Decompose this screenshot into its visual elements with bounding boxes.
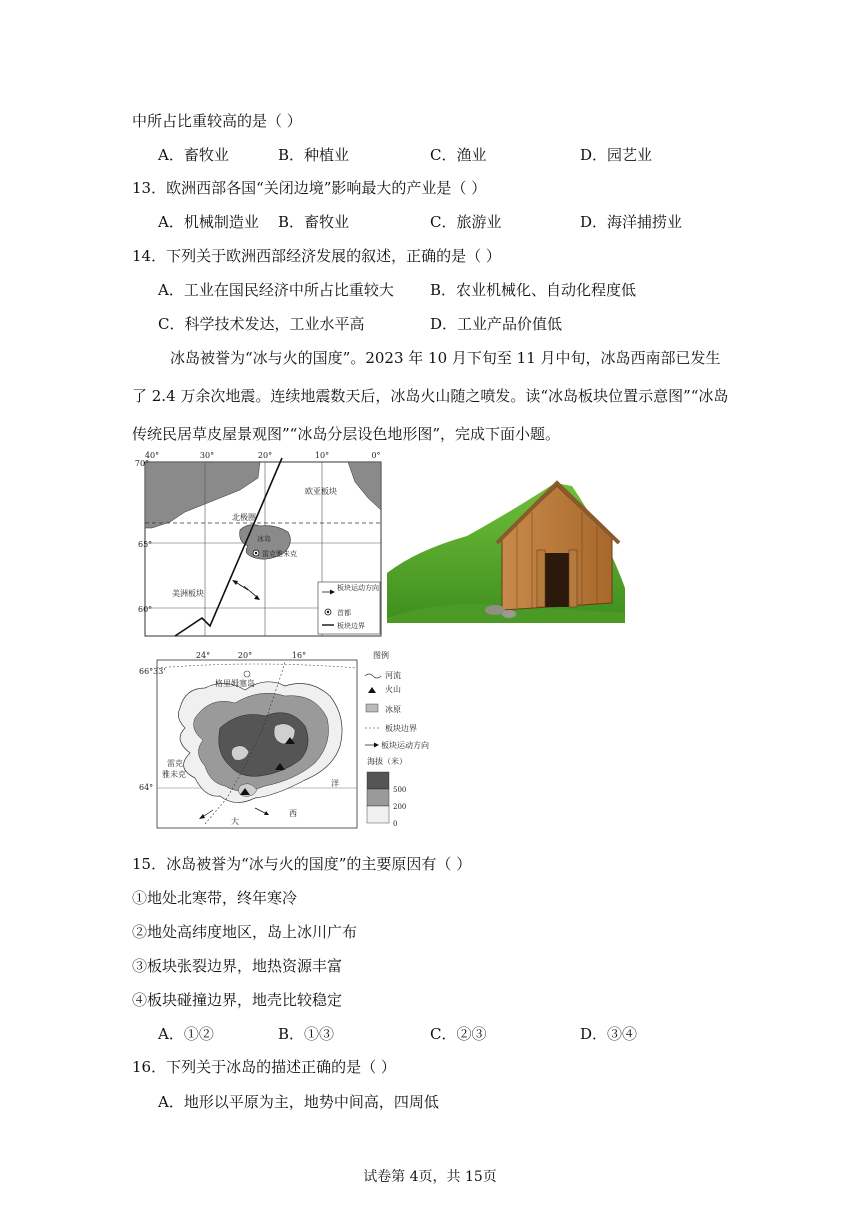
q13-option-d: D．海洋捕捞业 <box>580 213 683 231</box>
q15-option-a: A．①② <box>158 1025 214 1043</box>
reykjavik-label-1: 雷克 <box>167 759 183 768</box>
q15-option-d: D．③④ <box>580 1025 638 1043</box>
legend-icefield-label: 冰原 <box>385 705 401 714</box>
iceland-elevation-map <box>135 648 445 831</box>
question-13: 13．欧洲西部各国“关闭边境”影响最大的产业是（ ） <box>132 179 487 197</box>
q16-option-a: A．地形以平原为主，地势中间高，四周低 <box>158 1093 439 1111</box>
question-15: 15．冰岛被誉为“冰与火的国度”的主要原因有（ ） <box>132 855 472 873</box>
grimsey-label: 格里姆塞岛 <box>215 679 255 688</box>
q14-option-c: C．科学技术发达，工业水平高 <box>158 315 365 333</box>
q15-option-b: B．①③ <box>278 1025 335 1043</box>
legend-elevation-title: 海拔（米） <box>367 757 407 766</box>
q13-option-c: C．旅游业 <box>430 213 502 231</box>
question-12-tail: 中所占比重较高的是（ ） <box>132 112 302 130</box>
question-14: 14．下列关于欧洲西部经济发展的叙述，正确的是（ ） <box>132 247 501 265</box>
q12-option-a: A．畜牧业 <box>158 146 229 164</box>
statement-2: ②地处高纬度地区，岛上冰川广布 <box>132 923 358 941</box>
reykjavik-label: 雷克雅未克 <box>262 550 297 558</box>
lon-label-20-b: 20° <box>237 651 253 660</box>
arctic-circle-label: 北极圈 <box>232 513 256 522</box>
q12-option-d: D．园艺业 <box>580 146 653 164</box>
elev-500: 500 <box>393 786 407 794</box>
elev-200: 200 <box>393 803 407 811</box>
lat-label-60: 60° <box>138 605 153 614</box>
statement-3: ③板块张裂边界，地热资源丰富 <box>132 957 343 975</box>
legend-boundary-label: 板块边界 <box>337 622 365 630</box>
atlantic-label-2: 西 <box>289 809 297 818</box>
atlantic-label-3: 洋 <box>331 779 339 788</box>
lat-label-65: 65° <box>138 540 153 549</box>
iceland-label: 冰岛 <box>257 535 271 543</box>
lat-label-70: 70° <box>134 459 150 468</box>
legend-capital-label: 首都 <box>337 609 351 617</box>
legend-river-label: 河流 <box>385 671 401 680</box>
q13-option-b: B．畜牧业 <box>278 213 350 231</box>
q12-option-b: B．种植业 <box>278 146 350 164</box>
lon-label-16: 16° <box>291 651 307 660</box>
q12-option-c: C．渔业 <box>430 146 487 164</box>
eurasian-plate-label: 欧亚板块 <box>305 487 337 496</box>
statement-4: ④板块碰撞边界，地壳比较稳定 <box>132 991 343 1009</box>
question-16: 16．下列关于冰岛的描述正确的是（ ） <box>132 1058 396 1076</box>
elev-0: 0 <box>393 820 398 828</box>
q14-option-a: A．工业在国民经济中所占比重较大 <box>158 281 394 299</box>
intro-paragraph: 冰岛被誉为“冰与火的国度”。2023 年 10 月下旬至 11 月中旬，冰岛西南部已发生了 2.4 万余次地震。连续地震数天后，冰岛火山随之喷发。读“冰岛板块位置示意图”“冰岛传统民居草皮屋景观图”“冰岛分层设色地形图”，完成下面小题。 <box>132 349 729 443</box>
lon-label-30: 30° <box>199 451 215 460</box>
lon-label-0: 0° <box>371 451 381 460</box>
lon-label-24: 24° <box>195 651 211 660</box>
legend-motion-label: 板块运动方向 <box>337 584 379 592</box>
lon-label-40: 40° <box>144 451 160 460</box>
lat-label-66-33: 66°33' <box>139 667 166 676</box>
reykjavik-label-2: 雅未克 <box>162 770 186 779</box>
lon-label-20: 20° <box>257 451 273 460</box>
legend-motion-label-2: 板块运动方向 <box>381 741 429 750</box>
q14-option-d: D．工业产品价值低 <box>430 315 563 333</box>
statement-1: ①地处北寒带，终年寒冷 <box>132 889 298 907</box>
american-plate-label: 美洲板块 <box>172 589 204 598</box>
q14-option-b: B．农业机械化、自动化程度低 <box>430 281 637 299</box>
page-footer: 试卷第 4页，共 15页 <box>363 1169 497 1185</box>
atlantic-label-1: 大 <box>231 817 239 826</box>
q13-option-a: A．机械制造业 <box>158 213 259 231</box>
legend-volcano-label: 火山 <box>385 685 401 694</box>
lat-label-64: 64° <box>139 783 154 792</box>
plate-position-map <box>130 450 385 640</box>
q15-option-c: C．②③ <box>430 1025 487 1043</box>
lon-label-10: 10° <box>314 451 330 460</box>
legend-boundary-label-2: 板块边界 <box>385 724 417 733</box>
turf-house-photo <box>387 478 625 623</box>
legend-title: 图例 <box>373 651 389 660</box>
